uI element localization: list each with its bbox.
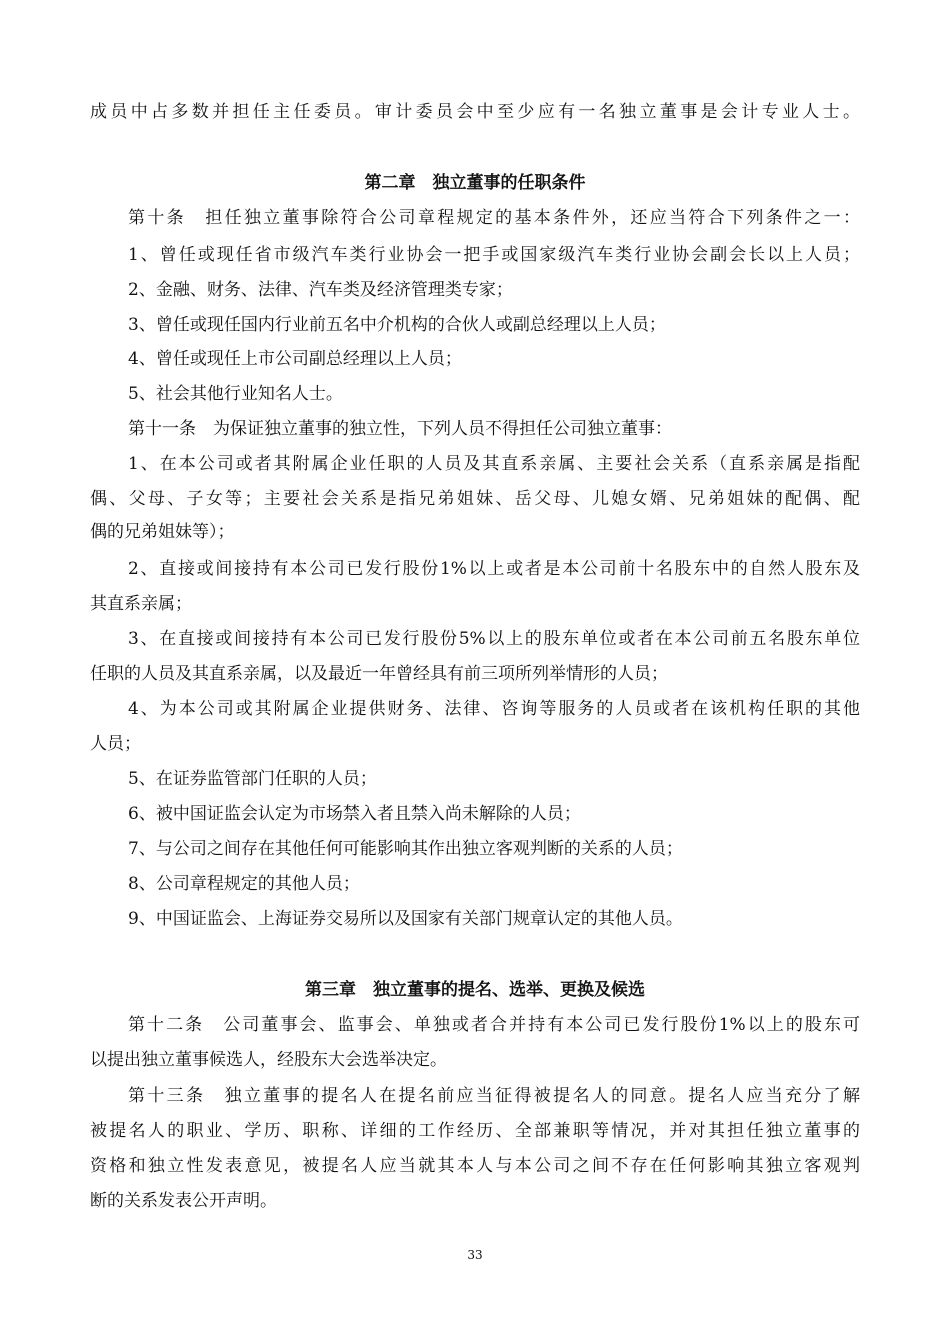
list-item: 5、社会其他行业知名人士。 <box>128 384 343 404</box>
paragraph-line: 成员中占多数并担任主任委员。审计委员会中至少应有一名独立董事是会计专业人士。 <box>90 102 860 122</box>
paragraph-line: 资格和独立性发表意见，被提名人应当就其本人与本公司之间不存在任何影响其独立客观判 <box>90 1156 860 1176</box>
paragraph-line: 任职的人员及其直系亲属，以及最近一年曾经具有前三项所列举情形的人员； <box>90 664 668 684</box>
list-item: 4、曾任或现任上市公司副总经理以上人员； <box>128 349 462 369</box>
article-line: 第十三条 独立董事的提名人在提名前应当征得被提名人的同意。提名人应当充分了解 <box>128 1086 860 1106</box>
list-item: 3、曾任或现任国内行业前五名中介机构的合伙人或副总经理以上人员； <box>128 315 666 335</box>
paragraph-line: 偶的兄弟姐妹等）； <box>90 522 235 542</box>
paragraph-line: 以提出独立董事候选人，经股东大会选举决定。 <box>90 1050 447 1070</box>
list-item: 1、曾任或现任省市级汽车类行业协会一把手或国家级汽车类行业协会副会长以上人员； <box>128 245 860 265</box>
chapter-heading: 第二章 独立董事的任职条件 <box>364 173 586 193</box>
list-item: 6、被中国证监会认定为市场禁入者且禁入尚未解除的人员； <box>128 804 581 824</box>
list-item: 1、在本公司或者其附属企业任职的人员及其直系亲属、主要社会关系（直系亲属是指配 <box>128 454 860 474</box>
list-item: 2、直接或间接持有本公司已发行股份1%以上或者是本公司前十名股东中的自然人股东及 <box>128 559 860 579</box>
list-item: 9、中国证监会、上海证券交易所以及国家有关部门规章认定的其他人员。 <box>128 909 683 929</box>
list-item: 5、在证券监管部门任职的人员； <box>128 769 377 789</box>
paragraph-line: 人员； <box>90 734 141 754</box>
chapter-heading: 第三章 独立董事的提名、选举、更换及候选 <box>305 980 645 1000</box>
article-line: 第十一条 为保证独立董事的独立性，下列人员不得担任公司独立董事： <box>128 419 672 439</box>
article-line: 第十条 担任独立董事除符合公司章程规定的基本条件外，还应当符合下列条件之一： <box>128 208 860 228</box>
list-item: 4、为本公司或其附属企业提供财务、法律、咨询等服务的人员或者在该机构任职的其他 <box>128 699 860 719</box>
list-item: 8、公司章程规定的其他人员； <box>128 874 360 894</box>
paragraph-line: 其直系亲属； <box>90 594 192 614</box>
paragraph-line: 偶、父母、子女等；主要社会关系是指兄弟姐妹、岳父母、儿媳女婿、兄弟姐妹的配偶、配 <box>90 489 860 509</box>
paragraph-line: 被提名人的职业、学历、职称、详细的工作经历、全部兼职等情况，并对其担任独立董事的 <box>90 1121 860 1141</box>
paragraph-line: 断的关系发表公开声明。 <box>90 1191 277 1211</box>
list-item: 7、与公司之间存在其他任何可能影响其作出独立客观判断的关系的人员； <box>128 839 683 859</box>
page-number: 33 <box>467 1248 483 1262</box>
list-item: 3、在直接或间接持有本公司已发行股份5%以上的股东单位或者在本公司前五名股东单位 <box>128 629 860 649</box>
list-item: 2、金融、财务、法律、汽车类及经济管理类专家； <box>128 280 513 300</box>
article-line: 第十二条 公司董事会、监事会、单独或者合并持有本公司已发行股份1%以上的股东可 <box>128 1015 860 1035</box>
